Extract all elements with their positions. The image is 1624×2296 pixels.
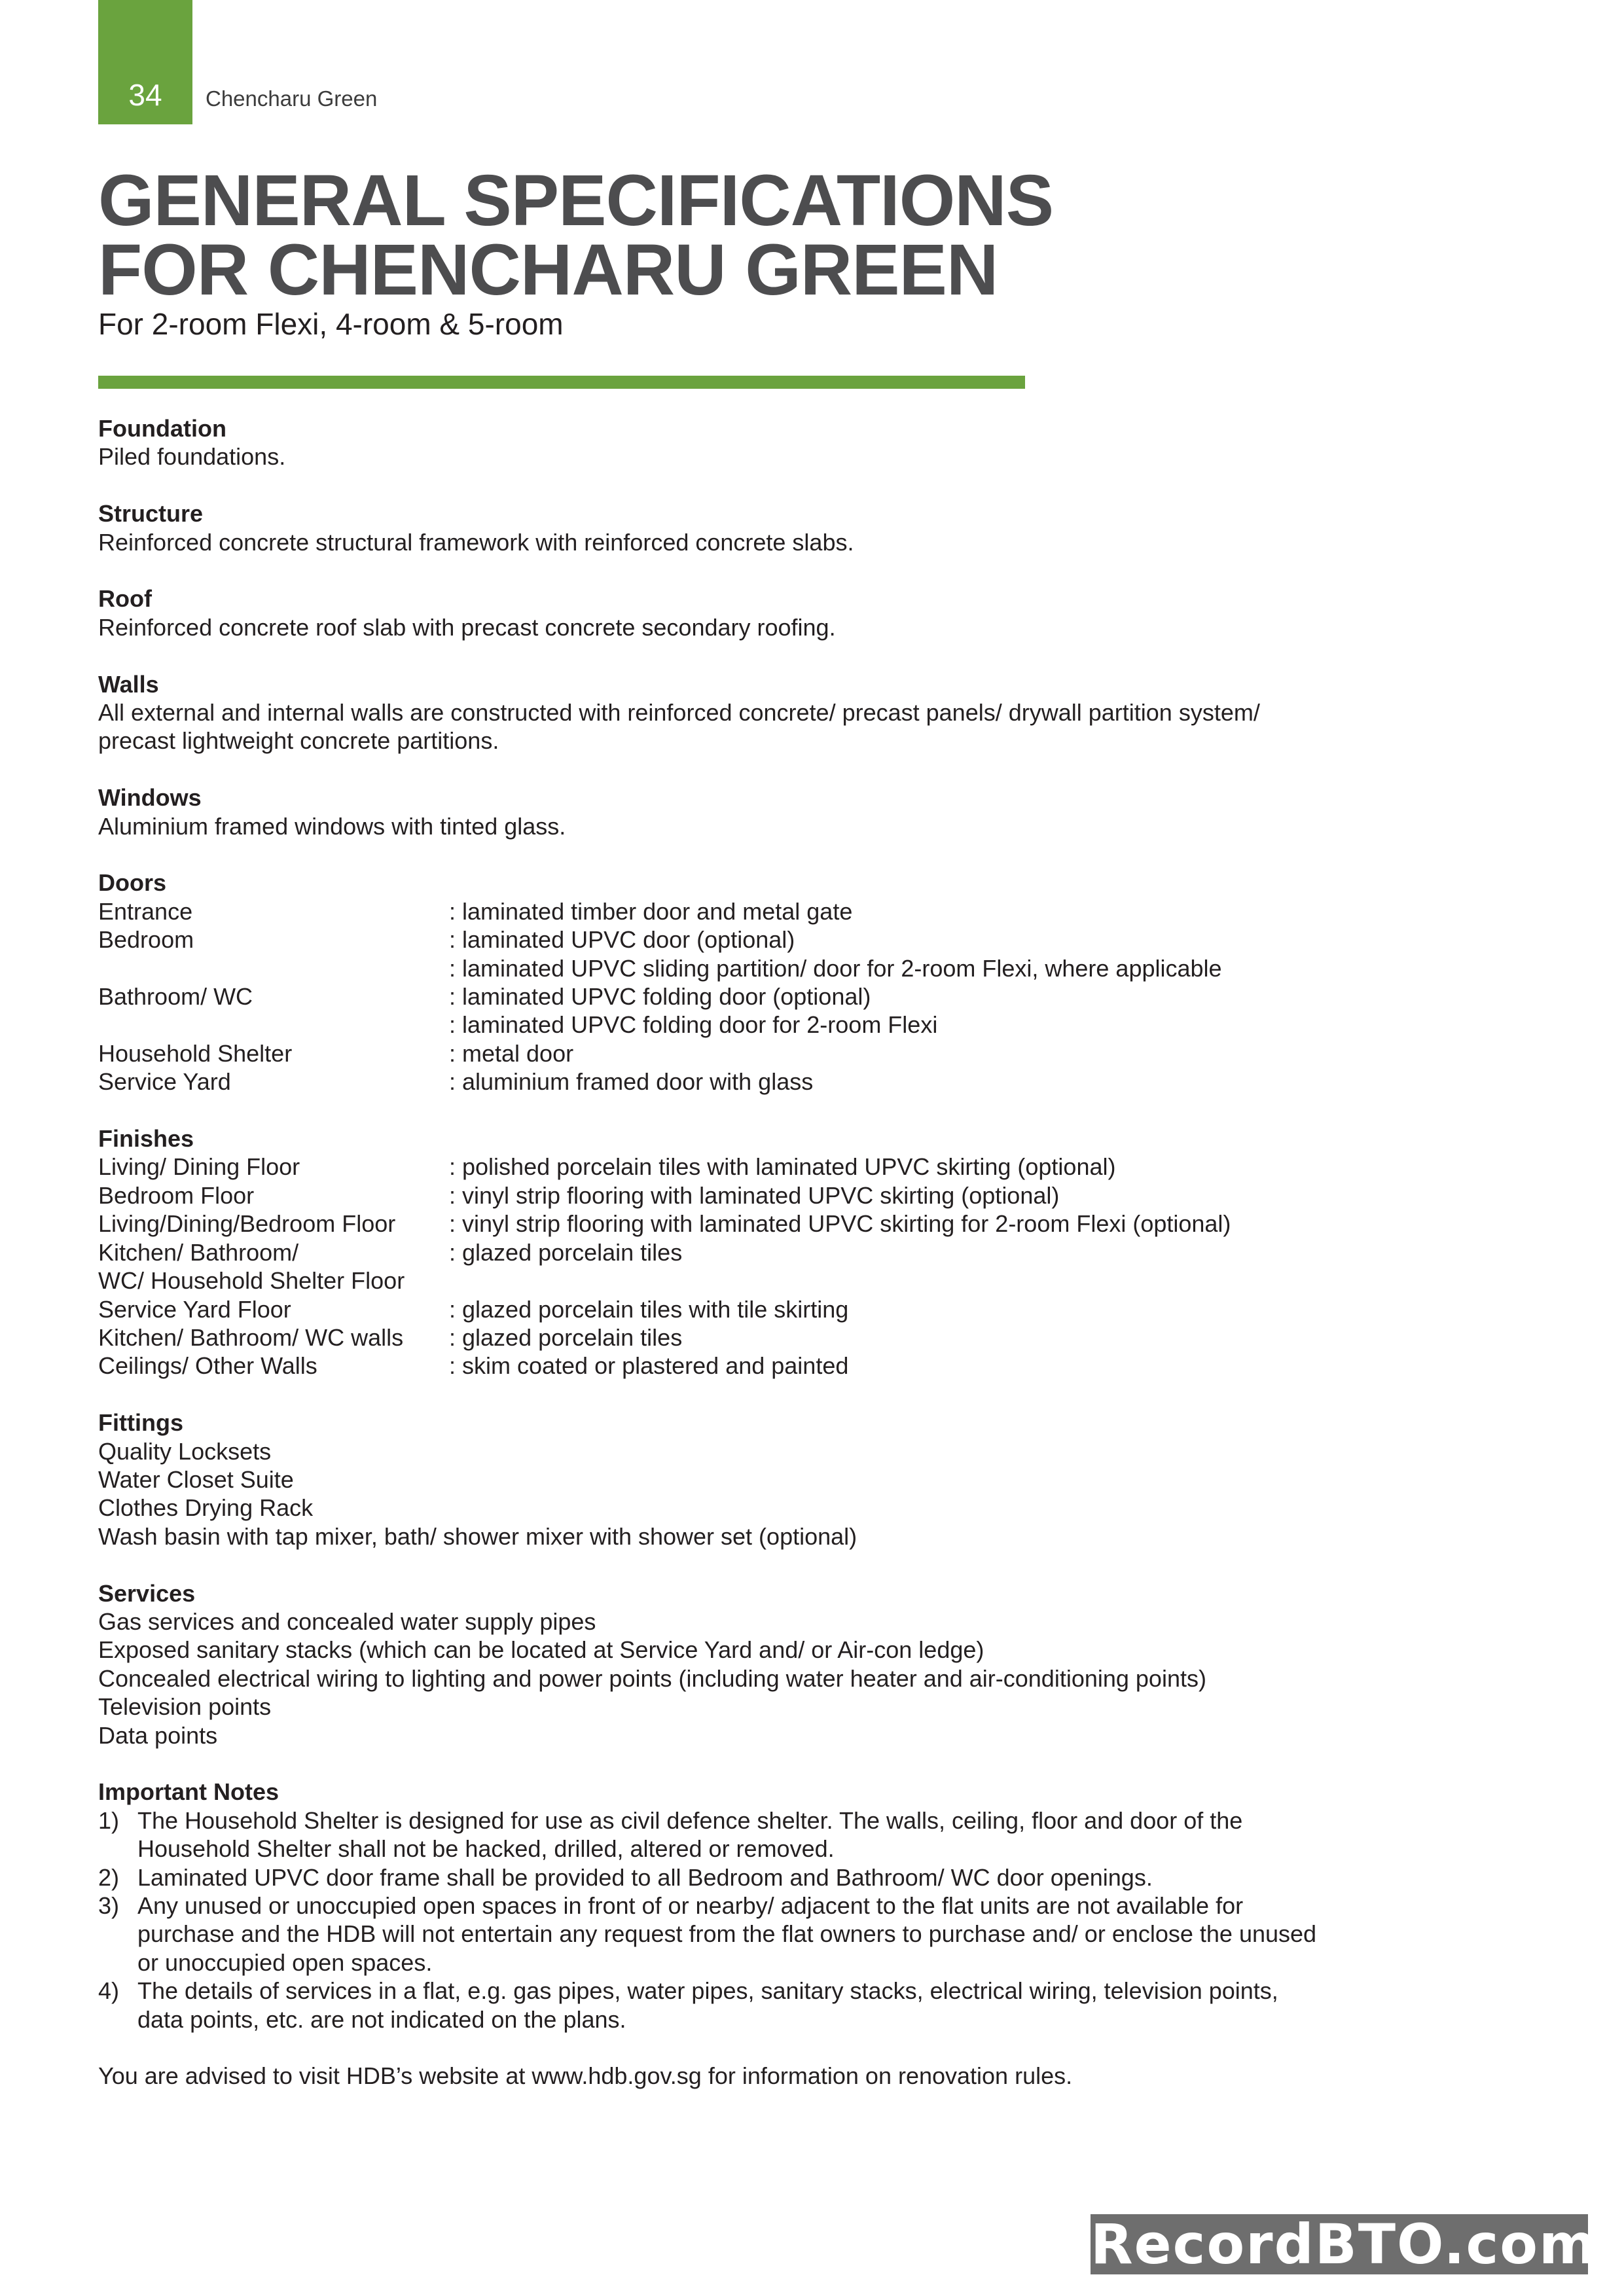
page-title-line-2: FOR CHENCHARU GREEN — [98, 230, 998, 310]
note-line: Household Shelter shall not be hacked, drilled, altered or removed. — [137, 1835, 835, 1863]
spec-value: : vinyl strip flooring with laminated UPVC skirting (optional) — [449, 1181, 1060, 1209]
list-item: Quality Locksets — [98, 1437, 272, 1465]
spec-value: : glazed porcelain tiles — [449, 1238, 683, 1266]
spec-value: : skim coated or plastered and painted — [449, 1352, 849, 1380]
spec-label: Service Yard Floor — [98, 1295, 291, 1323]
spec-label: Entrance — [98, 897, 193, 925]
spec-value: : laminated UPVC door (optional) — [449, 926, 795, 954]
spec-label — [98, 954, 449, 982]
spec-row — [98, 1153, 1407, 1181]
section-heading: Roof — [98, 585, 152, 613]
spec-value: : laminated UPVC folding door (optional) — [449, 983, 871, 1011]
note-line: Laminated UPVC door frame shall be provided to all Bedroom and Bathroom/ WC door openings. — [137, 1863, 1153, 1891]
spec-label: Kitchen/ Bathroom/ WC walls — [98, 1323, 404, 1351]
spec-label: Household Shelter — [98, 1039, 293, 1067]
section-heading: Windows — [98, 784, 202, 812]
section-foundation — [98, 414, 1407, 471]
note-line: or unoccupied open spaces. — [137, 1948, 433, 1976]
spec-label: WC/ Household Shelter Floor — [98, 1267, 405, 1295]
spec-row — [98, 1323, 1407, 1352]
page-number-tab — [98, 0, 192, 124]
spec-label — [98, 1011, 449, 1039]
note-number: 1) — [98, 1806, 120, 1834]
spec-value: : metal door — [449, 1039, 574, 1067]
renovation-footer-note: You are advised to visit HDB’s website at www.hdb.gov.sg for information on renovation rules. — [98, 2062, 1073, 2090]
list-item: Concealed electrical wiring to lighting and power points (including water heater and air-conditioning points) — [98, 1664, 1206, 1692]
list-item: Data points — [98, 1721, 218, 1749]
list-item: Exposed sanitary stacks (which can be located at Service Yard and/ or Air-con ledge) — [98, 1636, 984, 1664]
spec-row — [98, 1181, 1407, 1210]
spec-value: : laminated UPVC sliding partition/ door for 2-room Flexi, where applicable — [449, 954, 1222, 982]
spec-value: : vinyl strip flooring with laminated UPVC skirting for 2-room Flexi (optional) — [449, 1210, 1231, 1238]
note-item — [98, 1892, 1407, 1977]
specifications-body — [98, 414, 1407, 2090]
section-roof — [98, 584, 1407, 641]
spec-value: : aluminium framed door with glass — [449, 1068, 814, 1096]
spec-label: Service Yard — [98, 1068, 231, 1096]
spec-value: : laminated timber door and metal gate — [449, 897, 853, 925]
list-item: Wash basin with tap mixer, bath/ shower mixer with shower set (optional) — [98, 1522, 857, 1550]
page-title — [98, 160, 1146, 310]
section-heading: Doors — [98, 869, 167, 897]
spec-row — [98, 1067, 1407, 1096]
title-divider — [98, 376, 1025, 389]
list-item: Clothes Drying Rack — [98, 1494, 314, 1522]
running-title: Chencharu Green — [206, 86, 378, 111]
list-item: Television points — [98, 1693, 272, 1721]
spec-label: Ceilings/ Other Walls — [98, 1352, 317, 1380]
spec-row — [98, 1039, 1407, 1067]
spec-label: Living/Dining/Bedroom Floor — [98, 1210, 396, 1238]
spec-row — [98, 982, 1407, 1011]
note-text — [137, 1863, 1407, 1892]
section-heading: Walls — [98, 670, 159, 698]
section-text: Reinforced concrete roof slab with precast concrete secondary roofing. — [98, 613, 836, 641]
section-fittings — [98, 1408, 1407, 1551]
section-windows — [98, 783, 1407, 840]
note-item — [98, 1977, 1407, 2034]
note-line: purchase and the HDB will not entertain any request from the flat owners to purchase and/ or enclose the unused — [137, 1920, 1317, 1948]
spec-row — [98, 1011, 1407, 1039]
spec-value: : glazed porcelain tiles with tile skirting — [449, 1295, 849, 1323]
page-number: 34 — [128, 78, 162, 112]
spec-row — [98, 1295, 1407, 1323]
spec-label: Bedroom Floor — [98, 1181, 255, 1209]
note-line: Any unused or unoccupied open spaces in front of or nearby/ adjacent to the flat units are not available for — [137, 1892, 1244, 1919]
spec-value — [449, 1266, 1407, 1295]
note-line: The details of services in a flat, e.g. gas pipes, water pipes, sanitary stacks, electrical wiring, television points, — [137, 1977, 1278, 2005]
section-text: Aluminium framed windows with tinted glass. — [98, 812, 566, 840]
section-heading: Structure — [98, 500, 204, 528]
spec-value: : laminated UPVC folding door for 2-room Flexi — [449, 1011, 938, 1039]
note-number: 3) — [98, 1892, 120, 1919]
section-important-notes — [98, 1778, 1407, 2034]
section-heading: Fittings — [98, 1409, 183, 1437]
section-walls — [98, 670, 1407, 755]
spec-row — [98, 954, 1407, 982]
section-text: precast lightweight concrete partitions. — [98, 727, 499, 755]
list-item: Water Closet Suite — [98, 1465, 294, 1493]
section-text: Piled foundations. — [98, 443, 286, 471]
spec-row — [98, 925, 1407, 954]
note-line: data points, etc. are not indicated on the plans. — [137, 2005, 626, 2033]
section-heading: Foundation — [98, 415, 226, 442]
spec-row — [98, 1238, 1407, 1266]
note-text — [137, 1806, 1407, 1863]
spec-row — [98, 1210, 1407, 1238]
note-number: 4) — [98, 1977, 120, 2005]
section-heading: Finishes — [98, 1125, 194, 1153]
section-structure — [98, 499, 1407, 556]
section-services — [98, 1579, 1407, 1749]
section-text: All external and internal walls are constructed with reinforced concrete/ precast panels/ drywall partition system/ — [98, 699, 1260, 726]
spec-row — [98, 1352, 1407, 1380]
spec-label: Living/ Dining Floor — [98, 1153, 300, 1181]
note-text — [137, 1977, 1407, 2034]
note-item — [98, 1863, 1407, 1892]
page-subtitle: For 2-room Flexi, 4-room & 5-room — [98, 307, 564, 341]
note-text — [137, 1892, 1407, 1977]
page-title-line-1: GENERAL SPECIFICATIONS — [98, 160, 1054, 241]
note-number: 2) — [98, 1863, 120, 1891]
notes-list — [98, 1806, 1407, 2034]
spec-label: Bathroom/ WC — [98, 983, 253, 1011]
section-heading: Important Notes — [98, 1778, 280, 1806]
note-item — [98, 1806, 1407, 1863]
list-item: Gas services and concealed water supply pipes — [98, 1607, 596, 1635]
spec-value: : glazed porcelain tiles — [449, 1323, 683, 1351]
note-line: The Household Shelter is designed for use as civil defence shelter. The walls, ceiling, floor and door of the — [137, 1806, 1243, 1834]
spec-label: Kitchen/ Bathroom/ — [98, 1238, 299, 1266]
spec-row — [98, 897, 1407, 925]
spec-label: Bedroom — [98, 926, 194, 954]
section-text: Reinforced concrete structural framework with reinforced concrete slabs. — [98, 528, 854, 556]
section-finishes — [98, 1124, 1407, 1380]
section-heading: Services — [98, 1579, 196, 1607]
spec-value: : polished porcelain tiles with laminated UPVC skirting (optional) — [449, 1153, 1116, 1181]
watermark-logo: RecordBTO.com — [1091, 2212, 1598, 2276]
spec-row — [98, 1266, 1407, 1295]
section-doors — [98, 869, 1407, 1096]
